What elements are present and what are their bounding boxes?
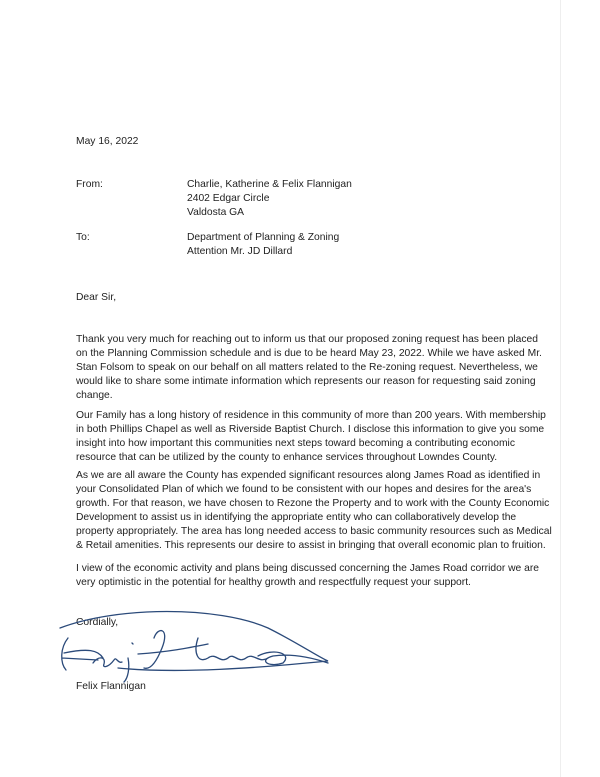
paragraph-line: property appropriately. The area has long needed access to basic community resources such as Medical: [76, 526, 552, 537]
paragraph-line: I view of the economic activity and plans being discussed concerning the James Road corridor we are: [76, 563, 540, 574]
letter-date: May 16, 2022: [76, 136, 139, 147]
paragraph-line: Development to assist us in identifying the appropriate entity who can collaboratively develop the: [76, 512, 517, 523]
scan-edge: [560, 0, 561, 777]
paragraph-line: resource that can be utilized by the county to enhance services throughout Lowndes County.: [76, 452, 498, 463]
signer-name: Felix Flannigan: [76, 681, 146, 692]
signature: [58, 608, 338, 683]
paragraph-line: your Consolidated Plan of which we found to be consistent with our hopes and desires for the area's: [76, 484, 532, 495]
paragraph-line: very optimistic in the potential for healthy growth and respectfully request your support.: [76, 577, 471, 588]
salutation: Dear Sir,: [76, 292, 117, 303]
paragraph-4: [76, 562, 539, 590]
paragraph-line: insight into how important this communities next steps toward becoming a contributing economic: [76, 438, 515, 449]
paragraph-line: Stan Folsom to speak on our behalf on all matters related to the Re-zoning request. Nevertheless, we: [76, 362, 538, 373]
paragraph-2: [76, 409, 546, 465]
paragraph-3: [76, 469, 552, 553]
from-block: [76, 178, 352, 218]
from-line: Charlie, Katherine & Felix Flannigan: [187, 179, 352, 190]
paragraph-line: As we are all aware the County has expended significant resources along James Road as identified in: [76, 470, 541, 481]
paragraph-line: change.: [76, 390, 113, 401]
paragraph-line: growth. For that reason, we have chosen to Rezone the Property and to work with the County Economic: [76, 498, 550, 509]
to-block: [76, 231, 340, 257]
paragraph-line: Our Family has a long history of residence in this community of more than 200 years. With membership: [76, 410, 546, 421]
paragraph-line: would like to share some intimate information which represents our reason for requesting said zoning: [76, 376, 536, 387]
from-line: Valdosta GA: [187, 207, 245, 218]
paragraph-line: in both Phillips Chapel as well as Riverside Baptist Church. I disclose this information to give you some: [76, 424, 545, 435]
closing: Cordially,: [76, 617, 119, 628]
to-label: To:: [76, 232, 90, 243]
paragraph-line: on the Planning Commission schedule and is due to be heard May 23, 2022. While we have asked Mr.: [76, 348, 542, 359]
paragraph-line: Thank you very much for reaching out to inform us that our proposed zoning request has been placed: [76, 334, 538, 345]
to-line: Department of Planning & Zoning: [187, 232, 340, 243]
from-line: 2402 Edgar Circle: [187, 193, 270, 204]
paragraph-1: [76, 333, 542, 403]
paragraph-line: & Retail amenities. This represents our desire to assist in bringing that overall economic plan to fruition.: [76, 540, 546, 551]
to-line: Attention Mr. JD Dillard: [187, 246, 293, 257]
from-label: From:: [76, 179, 103, 190]
